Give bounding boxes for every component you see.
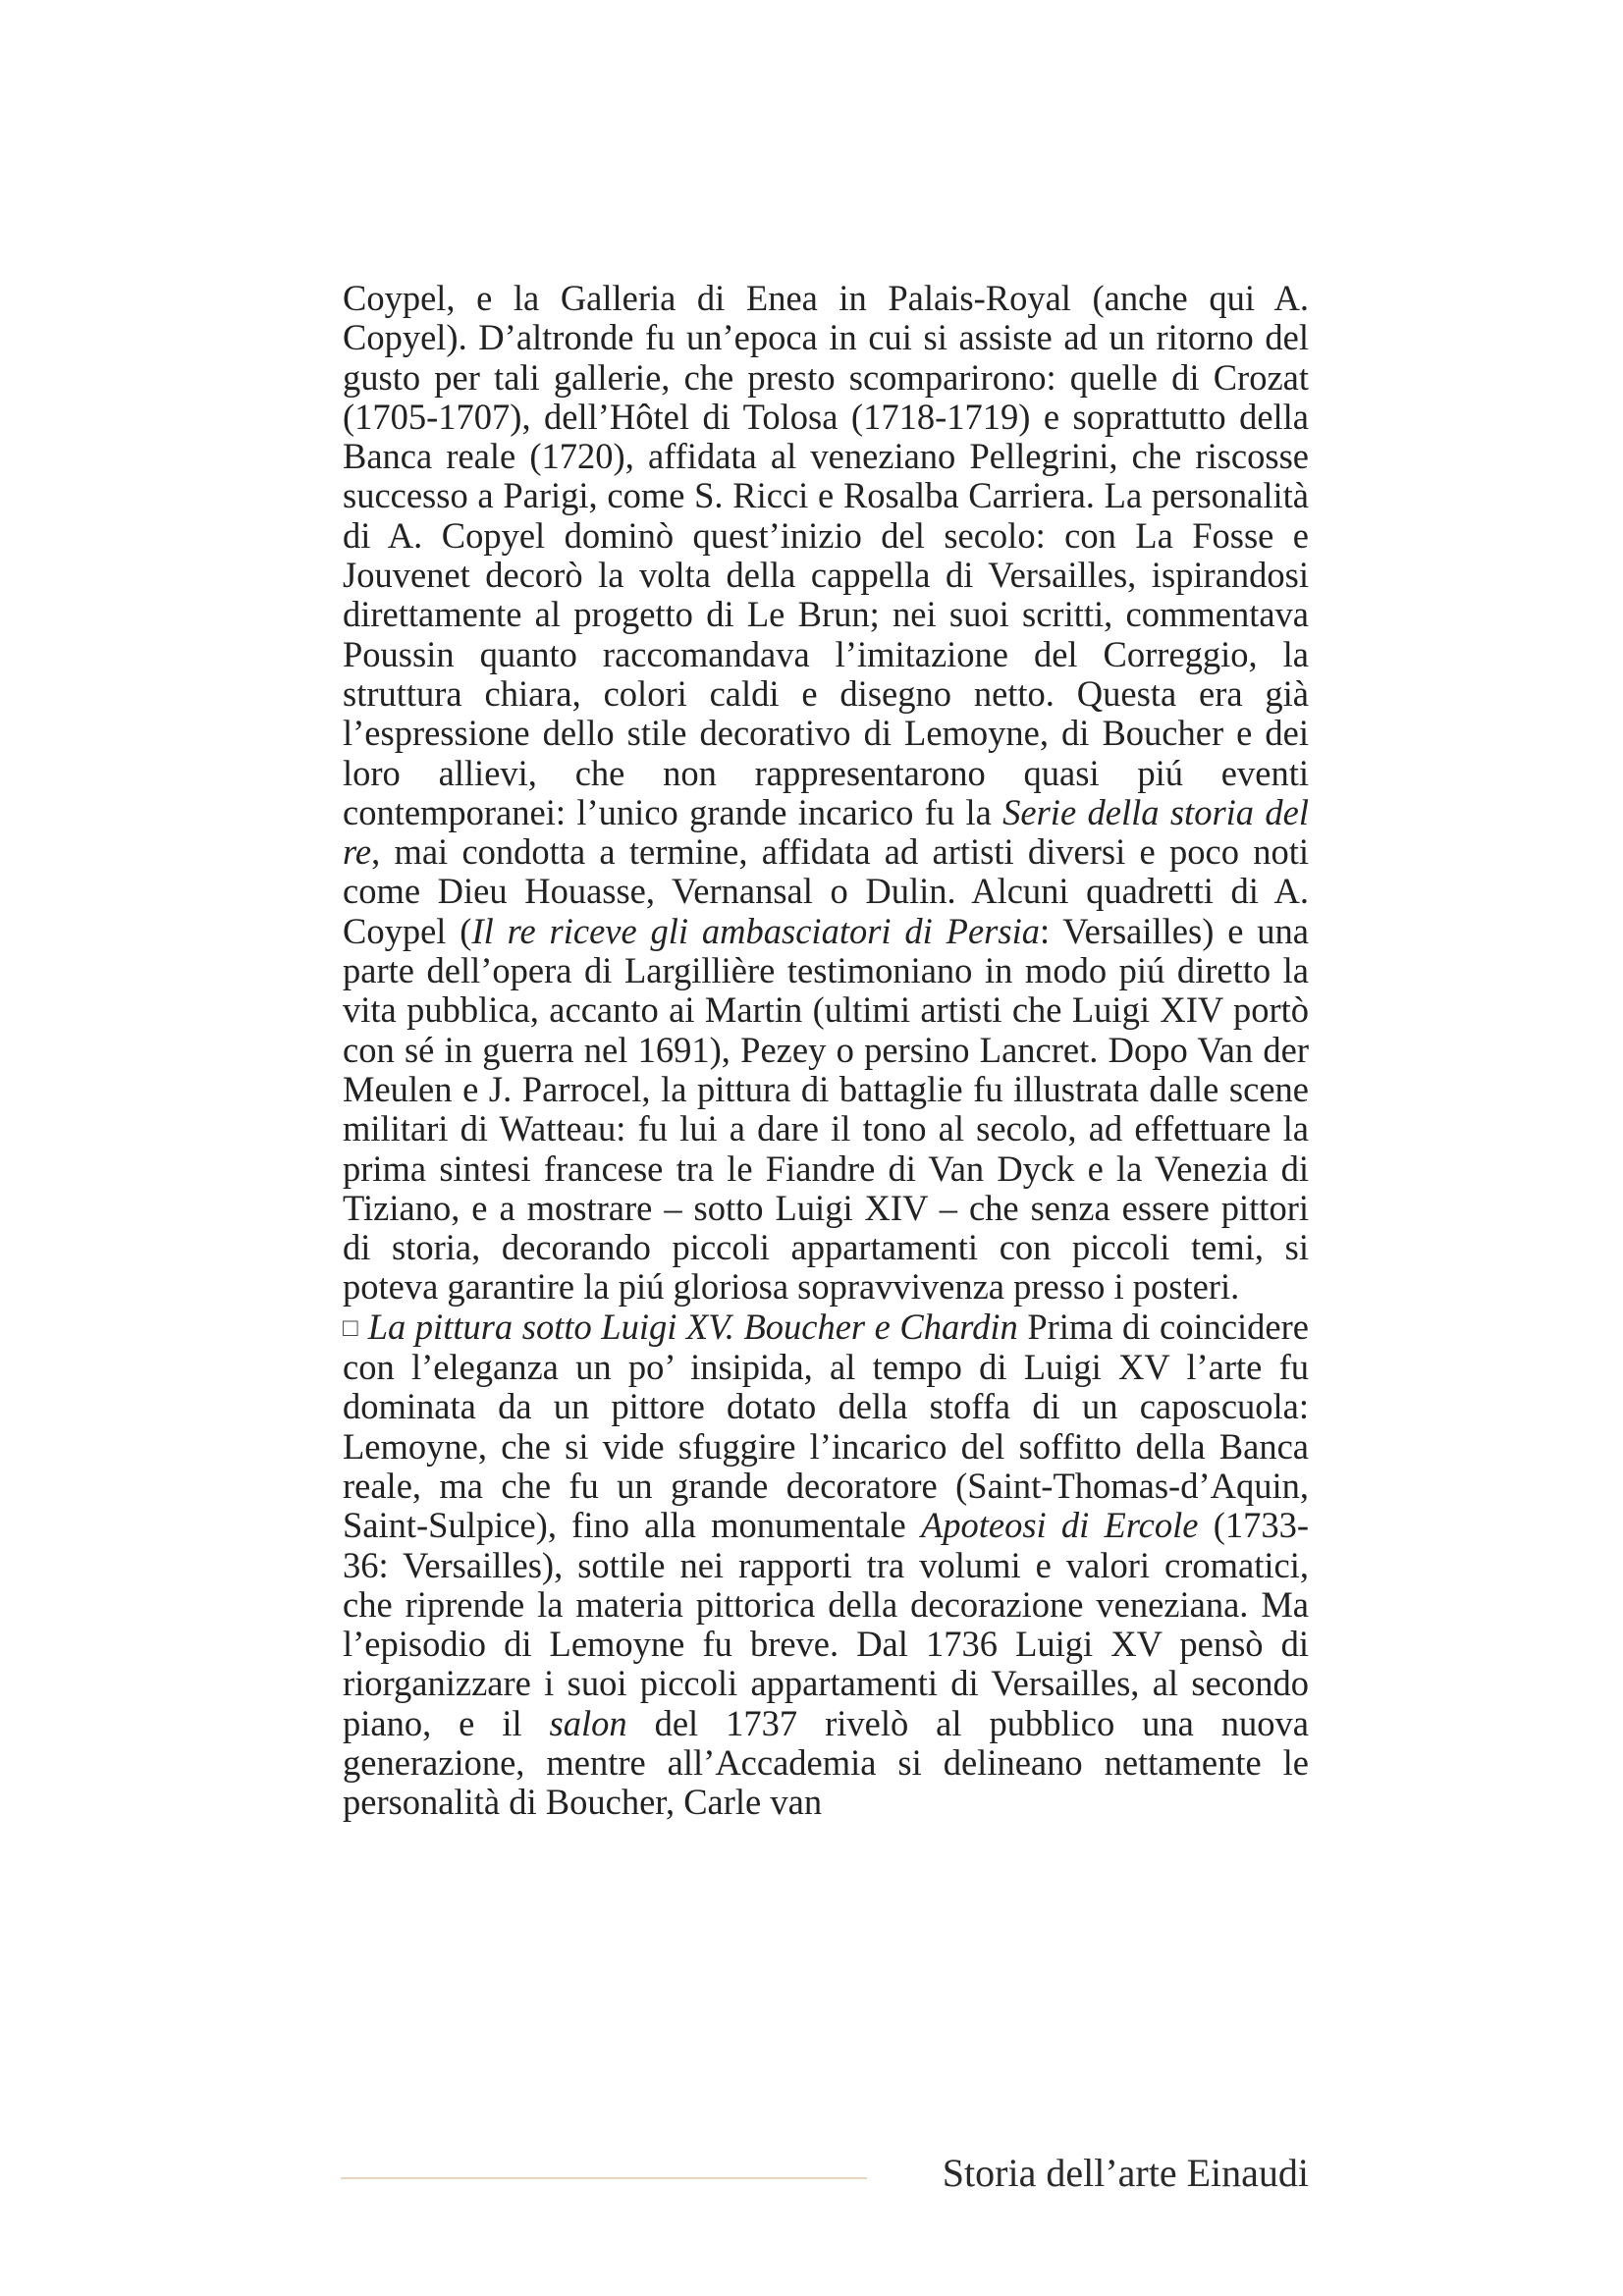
text-run: , mai condotta a termine, affidata ad artisti diversi e poco noti come Dieu Houasse, Vernansal o Dulin. Alcuni quadretti di A. Coypel ( — [343, 831, 1309, 951]
text-run: : Versailles) e una parte dell’opera di Largillière testimoniano in modo piú diretto la vita pubblica, accanto ai Martin (ultimi artisti che Luigi XIV portò con sé in guerra nel 1691), Pezey o persino Lancret. Dopo Van der Meulen e J. Parrocel, la pittura di battaglie fu illustrata dalle scene militari di Watteau: fu lui a dare il tono al secolo, ad effettuare la prima sintesi francese tra le Fiandre di Van Dyck e la Venezia di Tiziano, e a mostrare – sotto Luigi XIV – che senza essere pittori di storia, decorando piccoli appartamenti con piccoli temi, si poteva garantire la piú gloriosa sopravvivenza presso i posteri. — [343, 910, 1309, 1308]
section-heading: La pittura sotto Luigi XV. Boucher e Chardin — [367, 1306, 1018, 1347]
artwork-title: Serie della storia del re — [343, 791, 1309, 873]
body-text — [343, 279, 1309, 1823]
text-run: (1733-36: Versailles), sottile nei rapporti tra volumi e valori cromatici, che riprende la materia pittorica della decorazione veneziana. Ma l’episodio di Lemoyne fu breve. Dal 1736 Luigi XV pensò di riorganizzare i suoi piccoli appartamenti di Versailles, al secondo piano, e il — [343, 1505, 1309, 1743]
text-run: Prima di coincidere con l’eleganza un po’ insipida, al tempo di Luigi XV l’arte fu dominata da un pittore dotato della stoffa di un caposcuola: Lemoyne, che si vide sfuggire l’incarico del soffitto della Banca reale, ma che fu un grande decoratore (Saint-Thomas-d’Aquin, Saint-Sulpice), fino alla monumentale — [343, 1306, 1309, 1546]
text-run: Coypel, e la Galleria di Enea in Palais-Royal (anche qui A. Copyel). D’altronde fu un’epoca in cui si assiste ad un ritorno del gusto per tali gallerie, che presto scomparirono: quelle di Crozat (1705-1707), dell’Hôtel di Tolosa (1718-1719) e soprattutto della Banca reale (1720), affidata al veneziano Pellegrini, che riscosse successo a Parigi, come S. Ricci e Rosalba Carriera. La personalità di A. Copyel dominò quest’inizio del secolo: con La Fosse e Jouvenet decorò la volta della cappella di Versailles, ispirandosi direttamente al progetto di Le Brun; nei suoi scritti, commentava Poussin quanto raccomandava l’imitazione del Correggio, la struttura chiara, colori caldi e disegno netto. Questa era già l’espressione dello stile decorativo di Lemoyne, di Boucher e dei loro allievi, che non rappresentarono quasi piú eventi contemporanei: l’unico grande incarico fu la — [343, 278, 1309, 832]
text-run: del 1737 rivelò al pubblico una nuova generazione, mentre all’Accademia si delineano nettamente le personalità di Boucher, Carle van — [343, 1702, 1309, 1823]
artwork-title: Apoteosi di Ercole — [920, 1505, 1199, 1546]
italic-term: salon — [549, 1702, 627, 1743]
footer-title: Storia dell’arte Einaudi — [942, 2151, 1309, 2195]
paragraph-1 — [343, 279, 1309, 1308]
paragraph-2 — [343, 1308, 1309, 1823]
section-marker-icon: □ — [343, 1312, 359, 1342]
footer-rule — [341, 2177, 867, 2179]
artwork-title: Il re riceve gli ambasciatori di Persia — [471, 910, 1040, 951]
